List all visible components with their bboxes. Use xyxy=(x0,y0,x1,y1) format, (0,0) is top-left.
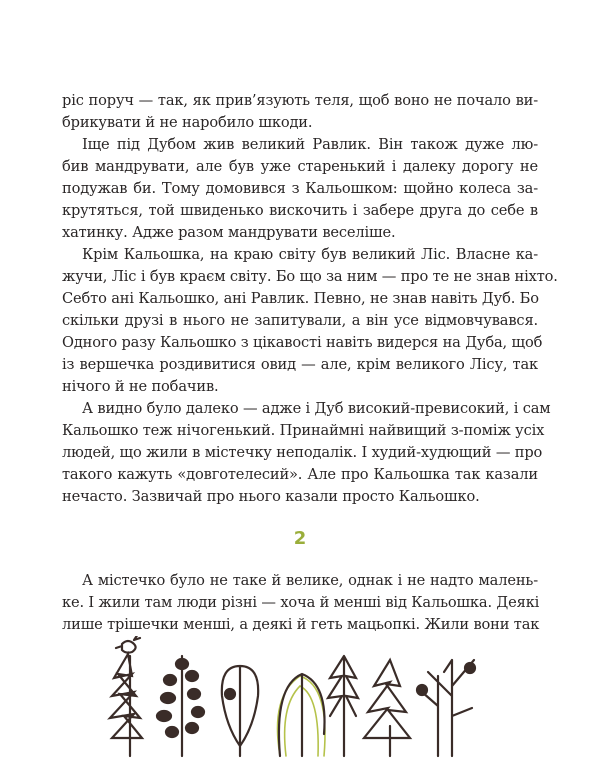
text-line: Крім Кальошка, на краю світу був великий Ліс. Власне ка- xyxy=(82,246,538,263)
text-line: нечасто. Зазвичай про нього казали просто Кальошко. xyxy=(62,488,480,505)
text-line: Одного разу Кальошко з цікавості навіть видерся на Дуба, щоб xyxy=(62,334,543,351)
bird-icon xyxy=(116,636,140,653)
text-line: жучи, Ліс і був краєм світу. Бо що за ним — про те не знав ніхто. xyxy=(62,268,558,285)
text-block-2 xyxy=(62,570,538,636)
text-line: такого кажуть «довготелесий». Але про Кальошка так казали xyxy=(62,466,538,483)
text-line: скільки друзі в нього не запитували, а він усе відмовчувався. xyxy=(62,312,538,329)
fir-tree-1 xyxy=(110,654,142,756)
bare-tree xyxy=(417,660,475,756)
text-line: ке. І жили там люди різні — хоча й менші від Кальошка. Деякі xyxy=(62,594,540,611)
round-tree xyxy=(222,666,258,756)
text-line: нічого й не побачив. xyxy=(62,378,219,395)
fir-tree-3 xyxy=(364,660,410,756)
text-line: людей, що жили в містечку неподалік. І худий-худющий — про xyxy=(62,444,543,461)
text-line: Себто ані Кальошко, ані Равлик. Певно, не знав навіть Дуб. Бо xyxy=(62,290,539,307)
text-line: А видно було далеко — адже і Дуб високий-превисокий, і сам xyxy=(82,400,551,417)
text-line: подужав би. Тому домовився з Кальошком: щойно колеса за- xyxy=(62,180,538,197)
chapter-number: 2 xyxy=(293,528,307,549)
text-line: крутяться, той швиденько вискочить і забере друга до себе в xyxy=(62,202,538,219)
text-block-1 xyxy=(62,90,558,508)
trees-illustration xyxy=(100,636,500,766)
text-line: ріс поруч — так, як прив’язують теля, щоб воно не почало ви- xyxy=(62,92,538,109)
fir-tree-2 xyxy=(328,656,358,756)
text-line: брикувати й не наробило шкоди. xyxy=(62,114,313,131)
text-line: А містечко було не таке й велике, однак і не надто малень- xyxy=(82,572,538,589)
text-line: Кальошко теж нічогенький. Принаймні найвищий з-поміж усіх xyxy=(62,422,545,439)
text-line: бив мандрувати, але був уже старенький і далеку дорогу не xyxy=(62,158,538,175)
text-line: Іще під Дубом жив великий Равлик. Він також дуже лю- xyxy=(82,136,538,153)
willow-tree xyxy=(278,674,326,756)
text-line: хатинку. Адже разом мандрувати веселіше. xyxy=(62,224,396,241)
text-line: лише трішечки менші, а деякі й геть мацьопкі. Жили вони так xyxy=(62,616,540,633)
text-line: із вершечка роздивитися овид — але, крім великого Лісу, так xyxy=(62,356,538,373)
leafy-tree xyxy=(157,656,204,756)
